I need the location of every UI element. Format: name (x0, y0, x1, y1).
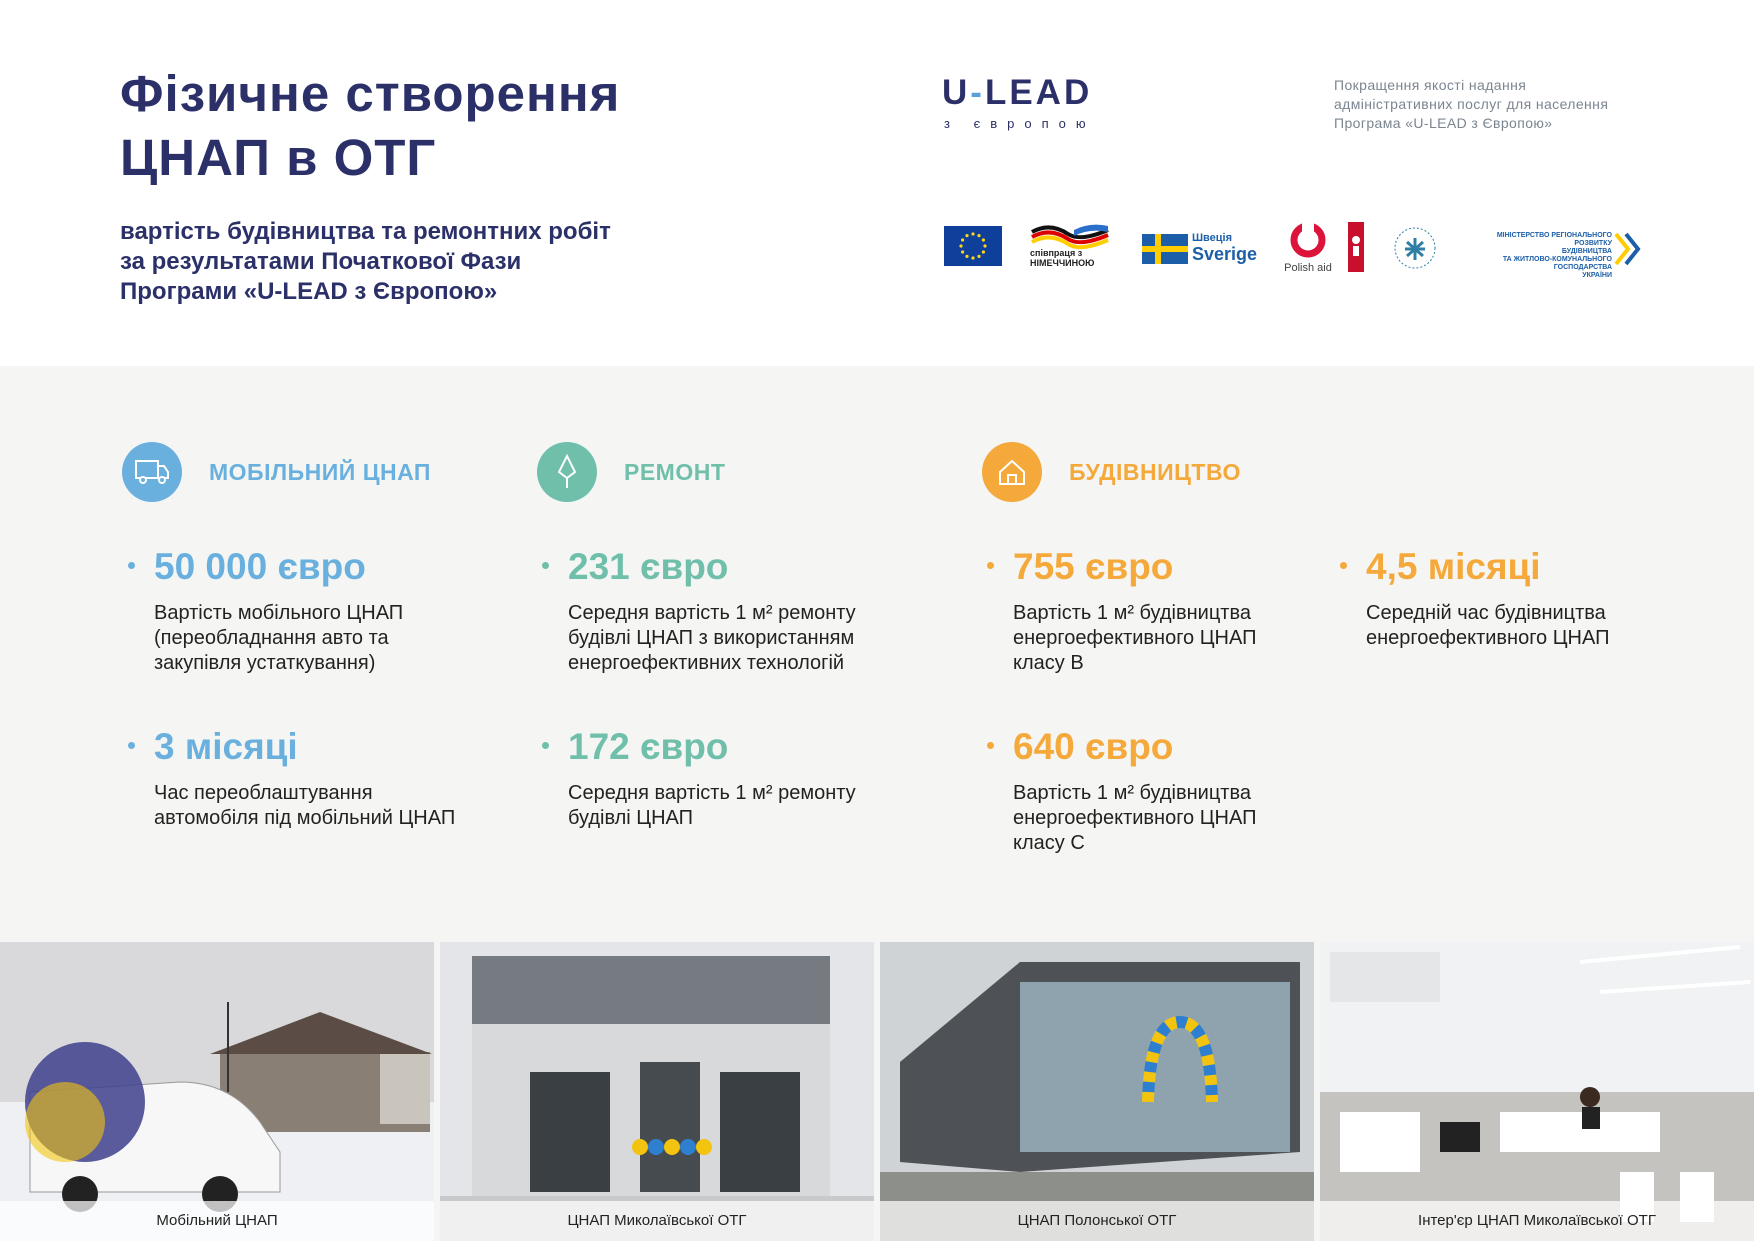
stat-repair-energy (568, 545, 898, 676)
bullet-dot (987, 742, 994, 749)
title-line-2: ЦНАП в ОТГ (120, 129, 437, 186)
estonia-cooperation-icon (1390, 222, 1440, 274)
stat-description: Вартість 1 м² будівництва енергоефективного ЦНАП класу В (1013, 602, 1257, 674)
title-line-1: Фізичне створення (120, 65, 621, 122)
ulead-wordmark (942, 74, 1122, 112)
photo-mykolaiv-center (440, 942, 874, 1241)
germany-cooperation-label (1030, 248, 1100, 268)
category-mobile (122, 442, 462, 502)
stat-description: Середній час будівництва енергоефективного ЦНАП (1366, 602, 1610, 649)
ministry-arrows-icon (1614, 232, 1642, 271)
partner-logos (942, 222, 1642, 279)
ministry-line-3: ТА ЖИТЛОВО-КОМУНАЛЬНОГО ГОСПОДАРСТВА (1502, 256, 1612, 271)
trowel-icon (537, 442, 597, 502)
subtitle-line-3: Програми «U-LEAD з Європою» (120, 278, 498, 305)
germany-label-line-2: НІМЕЧЧИНОЮ (1030, 258, 1095, 268)
stat-value: 50 000 євро (154, 546, 366, 587)
photo-caption: Мобільний ЦНАП (0, 1201, 434, 1241)
denmark-emblem-icon (1348, 222, 1364, 272)
truck-icon (122, 442, 182, 502)
stat-mobile-time (154, 725, 474, 831)
category-label-mobile: МОБІЛЬНИЙ ЦНАП (209, 459, 431, 485)
stat-value: 4,5 місяці (1366, 546, 1541, 587)
subtitle-line-1: вартість будівництва та ремонтних робіт (120, 218, 611, 245)
photo-strip (0, 942, 1754, 1241)
germany-label-line-1: співпраця з (1030, 248, 1083, 258)
ministry-line-2: БУДІВНИЦТВА (1561, 248, 1612, 255)
sweden-flag-icon (1142, 234, 1188, 264)
ministry-line-4: УКРАЇНИ (1582, 272, 1612, 279)
stat-build-time (1366, 545, 1666, 651)
category-label-repair: РЕМОНТ (624, 459, 726, 485)
stat-build-b (1013, 545, 1313, 676)
photo-mykolaiv-interior (1320, 942, 1754, 1241)
stat-value: 231 євро (568, 546, 729, 587)
stat-repair-basic (568, 725, 898, 831)
stat-description: Вартість мобільного ЦНАП (переобладнання авто та закупівля устаткування) (154, 602, 404, 674)
photo-caption: ЦНАП Миколаївської ОТГ (440, 1201, 874, 1241)
ulead-dash: - (970, 73, 985, 112)
tagline-line-1: Покращення якості надання (1334, 77, 1527, 93)
stat-description: Час переоблаштування автомобіля під мобільний ЦНАП (154, 782, 456, 829)
page-subtitle (120, 217, 740, 307)
tagline-line-3: Програма «U-LEAD з Європою» (1334, 115, 1553, 131)
category-label-build: БУДІВНИЦТВО (1069, 459, 1241, 485)
tagline (1334, 76, 1694, 133)
category-repair (537, 442, 797, 502)
ministry-line-1: МІНІСТЕРСТВО РЕГІОНАЛЬНОГО РОЗВИТКУ (1496, 232, 1612, 247)
tagline-line-2: адміністративних послуг для населення (1334, 96, 1609, 112)
stat-mobile-cost (154, 545, 474, 676)
photo-caption: ЦНАП Полонської ОТГ (880, 1201, 1314, 1241)
photo-polonne-center (880, 942, 1314, 1241)
stat-value: 755 євро (1013, 546, 1174, 587)
bullet-dot (128, 742, 135, 749)
photo-caption: Інтер'єр ЦНАП Миколаївської ОТГ (1320, 1201, 1754, 1241)
stat-value: 172 євро (568, 726, 729, 767)
polish-aid-label: Polish aid (1284, 262, 1332, 274)
category-build (982, 442, 1282, 502)
page-title (120, 62, 760, 190)
sweden-label-small: Швеція (1192, 232, 1233, 244)
ulead-logo (942, 74, 1122, 131)
header (0, 0, 1754, 366)
ulead-u: U (942, 73, 971, 112)
stat-value: 3 місяці (154, 726, 298, 767)
stat-value: 640 євро (1013, 726, 1174, 767)
bullet-dot (542, 742, 549, 749)
eu-flag-icon (944, 226, 1002, 266)
stat-build-c (1013, 725, 1313, 856)
bullet-dot (1340, 562, 1347, 569)
bullet-dot (128, 562, 135, 569)
bullet-dot (542, 562, 549, 569)
stat-description: Середня вартість 1 м² ремонту будівлі ЦНАП (568, 782, 856, 829)
sweden-label-big: Sverige (1192, 244, 1258, 264)
stat-description: Вартість 1 м² будівництва енергоефективного ЦНАП класу С (1013, 782, 1257, 854)
sweden-label (1192, 232, 1272, 264)
bullet-dot (987, 562, 994, 569)
photo-mobile-center (0, 942, 434, 1241)
house-icon (982, 442, 1042, 502)
stat-description: Середня вартість 1 м² ремонту будівлі ЦНАП з використанням енергоефективних технологій (568, 602, 856, 674)
subtitle-line-2: за результатами Початкової Фази (120, 248, 522, 275)
ulead-lead: LEAD (984, 73, 1093, 112)
ministry-label (1462, 232, 1612, 280)
ulead-subline: з європою (944, 116, 1096, 131)
